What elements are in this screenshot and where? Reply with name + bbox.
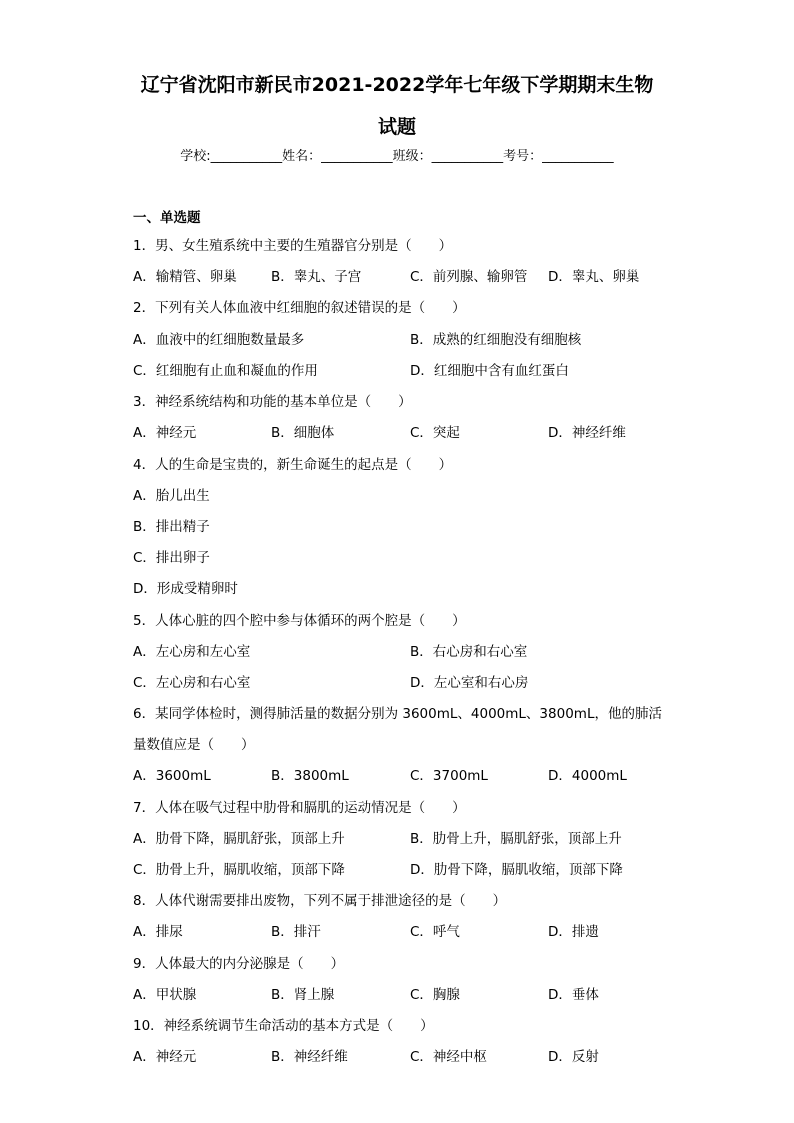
question-4-option-b: B．排出精子	[133, 519, 210, 535]
question-7-option-c: C．肋骨上升，膈肌收缩，顶部下降	[133, 862, 345, 878]
question-7-option-a: A．肋骨下降，膈肌舒张，顶部上升	[133, 831, 345, 847]
question-1-option-d: D．睾丸、卵巢	[548, 269, 640, 285]
question-3-option-a: A．神经元	[133, 425, 197, 441]
question-10-option-a: A．神经元	[133, 1049, 197, 1065]
question-6-option-d: D．4000mL	[548, 768, 627, 784]
question-2-option-b: B．成熟的红细胞没有细胞核	[410, 332, 582, 348]
question-6-option-c: C．3700mL	[410, 768, 488, 784]
question-10-stem: 10．神经系统调节生命活动的基本方式是（ ）	[133, 1018, 434, 1034]
student-info-line: 学校:___________姓名：___________班级：___________考号：___________	[180, 149, 614, 164]
question-3-option-b: B．细胞体	[271, 425, 335, 441]
question-9-option-a: A．甲状腺	[133, 987, 197, 1003]
question-6-stem-continued: 量数值应是（ ）	[133, 737, 255, 753]
question-9-option-b: B．肾上腺	[271, 987, 335, 1003]
question-4-option-a: A．胎儿出生	[133, 488, 210, 504]
question-5-option-d: D．左心室和右心房	[410, 675, 529, 691]
question-9-stem: 9．人体最大的内分泌腺是（ ）	[133, 956, 345, 972]
question-8-option-a: A．排尿	[133, 924, 183, 940]
document-title-line-2: 试题	[377, 116, 416, 138]
question-7-stem: 7．人体在吸气过程中肋骨和膈肌的运动情况是（ ）	[133, 800, 466, 816]
document-title-line-1: 辽宁省沈阳市新民市2021-2022学年七年级下学期期末生物	[140, 74, 654, 96]
question-9-option-d: D．垂体	[548, 987, 599, 1003]
question-6-stem: 6．某同学体检时，测得肺活量的数据分别为 3600mL、4000mL、3800mL，他的肺活	[133, 706, 662, 722]
question-9-option-c: C．胸腺	[410, 987, 460, 1003]
question-2-option-d: D．红细胞中含有血红蛋白	[410, 363, 569, 379]
question-4-option-c: C．排出卵子	[133, 550, 210, 566]
question-2-option-a: A．血液中的红细胞数量最多	[133, 332, 305, 348]
question-3-option-d: D．神经纤维	[548, 425, 626, 441]
question-1-stem: 1．男、女生殖系统中主要的生殖器官分别是（ ）	[133, 238, 453, 254]
question-7-option-b: B．肋骨上升，膈肌舒张，顶部上升	[410, 831, 622, 847]
question-8-option-d: D．排遗	[548, 924, 599, 940]
question-10-option-c: C．神经中枢	[410, 1049, 487, 1065]
question-3-option-c: C．突起	[410, 425, 460, 441]
question-8-option-c: C．呼气	[410, 924, 460, 940]
question-8-stem: 8．人体代谢需要排出废物，下列不属于排泄途径的是（ ）	[133, 893, 507, 909]
question-6-option-b: B．3800mL	[271, 768, 349, 784]
section-heading: 一、单选题	[133, 210, 201, 226]
question-1-option-c: C．前列腺、输卵管	[410, 269, 528, 285]
question-3-stem: 3．神经系统结构和功能的基本单位是（ ）	[133, 394, 412, 410]
question-5-option-a: A．左心房和左心室	[133, 644, 251, 660]
question-7-option-d: D．肋骨下降，膈肌收缩，顶部下降	[410, 862, 623, 878]
question-4-stem: 4．人的生命是宝贵的，新生命诞生的起点是（ ）	[133, 457, 453, 473]
question-1-option-b: B．睾丸、子宫	[271, 269, 362, 285]
question-1-option-a: A．输精管、卵巢	[133, 269, 237, 285]
question-10-option-b: B．神经纤维	[271, 1049, 348, 1065]
question-8-option-b: B．排汗	[271, 924, 321, 940]
question-5-option-b: B．右心房和右心室	[410, 644, 528, 660]
question-5-option-c: C．左心房和右心室	[133, 675, 251, 691]
question-2-option-c: C．红细胞有止血和凝血的作用	[133, 363, 318, 379]
question-6-option-a: A．3600mL	[133, 768, 211, 784]
question-2-stem: 2．下列有关人体血液中红细胞的叙述错误的是（ ）	[133, 300, 466, 316]
question-5-stem: 5．人体心脏的四个腔中参与体循环的两个腔是（ ）	[133, 613, 466, 629]
question-10-option-d: D．反射	[548, 1049, 599, 1065]
question-4-option-d: D．形成受精卵时	[133, 581, 238, 597]
